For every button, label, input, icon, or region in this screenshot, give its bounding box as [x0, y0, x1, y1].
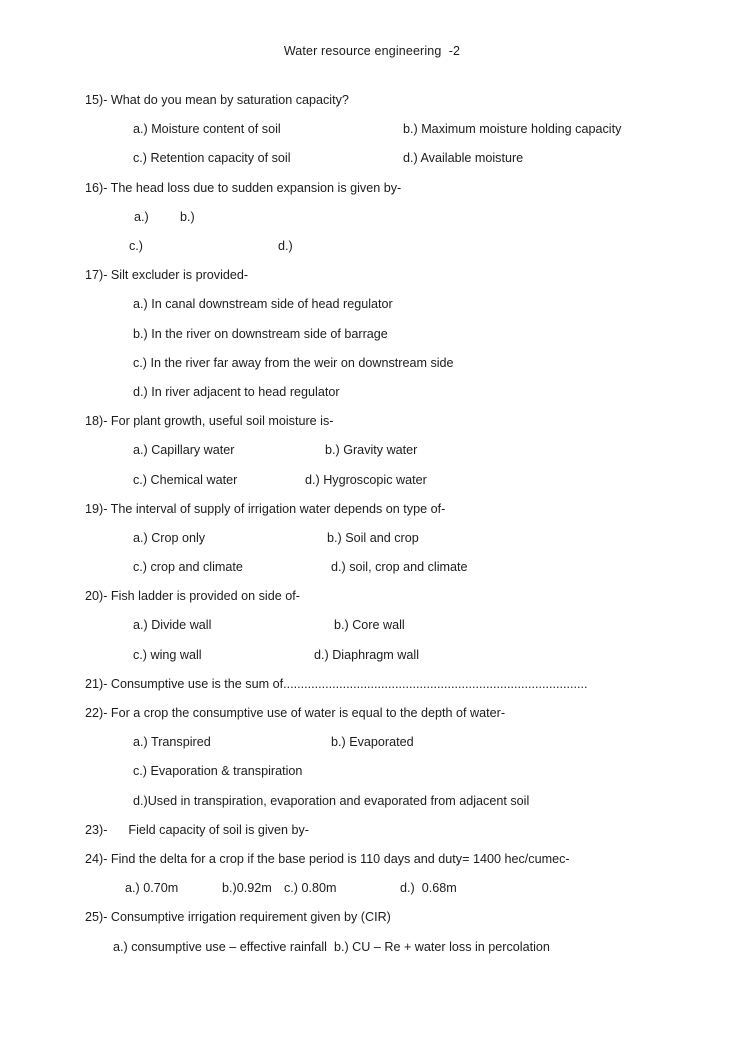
answer-option[interactable]: b.) Soil and crop	[327, 530, 419, 545]
question-block	[0, 407, 744, 495]
answer-option[interactable]: c.) crop and climate	[133, 560, 243, 575]
answer-option[interactable]: d.) 0.68m	[400, 881, 457, 896]
option-row	[0, 553, 744, 582]
option-row	[0, 378, 744, 407]
answer-option[interactable]: b.) Evaporated	[331, 735, 414, 750]
answer-option[interactable]: a.) Moisture content of soil	[133, 122, 281, 137]
answer-option[interactable]: d.)	[278, 238, 293, 253]
question-text: 24)- Find the delta for a crop if the base period is 110 days and duty= 1400 hec/cumec-	[85, 852, 570, 867]
question-text: 25)- Consumptive irrigation requirement given by (CIR)	[85, 910, 391, 925]
answer-option[interactable]: a.) Divide wall	[133, 618, 212, 633]
option-row	[0, 466, 744, 495]
option-row	[0, 933, 744, 962]
answer-option[interactable]: b.) Gravity water	[325, 443, 418, 458]
option-row	[0, 144, 744, 173]
option-row	[0, 232, 744, 261]
question-text: 20)- Fish ladder is provided on side of-	[85, 589, 300, 604]
answer-option[interactable]: c.) wing wall	[133, 647, 202, 662]
option-row	[0, 320, 744, 349]
answer-option[interactable]: c.) 0.80m	[284, 881, 337, 896]
answer-option[interactable]: a.) Transpired	[133, 735, 211, 750]
question-text: 18)- For plant growth, useful soil moisture is-	[85, 414, 334, 429]
question-block	[0, 261, 744, 407]
question-block	[0, 174, 744, 262]
question-block	[0, 903, 744, 961]
answer-option[interactable]: b.) In the river on downstream side of barrage	[133, 326, 388, 341]
question-list	[0, 86, 744, 962]
answer-option[interactable]: b.) Core wall	[334, 618, 405, 633]
answer-option[interactable]: b.) Maximum moisture holding capacity	[403, 122, 622, 137]
question-text: 22)- For a crop the consumptive use of water is equal to the depth of water-	[85, 706, 506, 721]
option-row	[0, 524, 744, 553]
question-text: 21)- Consumptive use is the sum of.......................................................................................	[85, 676, 588, 691]
answer-option[interactable]: a.) Capillary water	[133, 443, 235, 458]
option-row	[0, 641, 744, 670]
question-block	[0, 495, 744, 583]
answer-option[interactable]: d.) soil, crop and climate	[331, 560, 468, 575]
answer-option[interactable]: a.) In canal downstream side of head regulator	[133, 297, 393, 312]
answer-option[interactable]: c.)	[129, 238, 143, 253]
option-row	[0, 203, 744, 232]
answer-option[interactable]: c.) In the river far away from the weir on downstream side	[133, 355, 454, 370]
answer-option[interactable]: a.)	[134, 209, 149, 224]
answer-option[interactable]: a.) consumptive use – effective rainfall b.) CU – Re + water loss in percolation	[113, 939, 550, 954]
option-row	[0, 757, 744, 786]
answer-option[interactable]: d.) In river adjacent to head regulator	[133, 384, 340, 399]
question-text: 17)- Silt excluder is provided-	[85, 268, 249, 283]
answer-option[interactable]: c.) Retention capacity of soil	[133, 151, 291, 166]
option-row	[0, 874, 744, 903]
answer-option[interactable]: d.) Hygroscopic water	[305, 472, 427, 487]
option-row	[0, 787, 744, 816]
question-block	[0, 845, 744, 903]
question-block	[0, 582, 744, 670]
question-block	[0, 699, 744, 816]
option-row	[0, 115, 744, 144]
question-text: 16)- The head loss due to sudden expansion is given by-	[85, 180, 402, 195]
option-row	[0, 436, 744, 465]
answer-option[interactable]: b.)	[180, 209, 195, 224]
page-title: Water resource engineering -2	[283, 44, 461, 58]
answer-option[interactable]: a.) 0.70m	[125, 881, 179, 896]
question-text: 19)- The interval of supply of irrigation water depends on type of-	[85, 501, 446, 516]
question-text: 23)- Field capacity of soil is given by-	[85, 822, 309, 837]
answer-option[interactable]: d.) Available moisture	[403, 151, 524, 166]
answer-option[interactable]: b.)0.92m	[222, 881, 272, 896]
option-row	[0, 611, 744, 640]
answer-option[interactable]: d.) Diaphragm wall	[314, 647, 419, 662]
option-row	[0, 290, 744, 319]
option-row	[0, 349, 744, 378]
question-block	[0, 670, 744, 699]
question-text: 15)- What do you mean by saturation capacity?	[85, 93, 349, 107]
question-block	[0, 86, 744, 174]
question-block	[0, 816, 744, 845]
option-row	[0, 728, 744, 757]
answer-option[interactable]: d.)Used in transpiration, evaporation and evaporated from adjacent soil	[133, 793, 530, 808]
answer-option[interactable]: c.) Chemical water	[133, 472, 238, 487]
answer-option[interactable]: a.) Crop only	[133, 530, 206, 545]
answer-option[interactable]: c.) Evaporation & transpiration	[133, 764, 303, 779]
